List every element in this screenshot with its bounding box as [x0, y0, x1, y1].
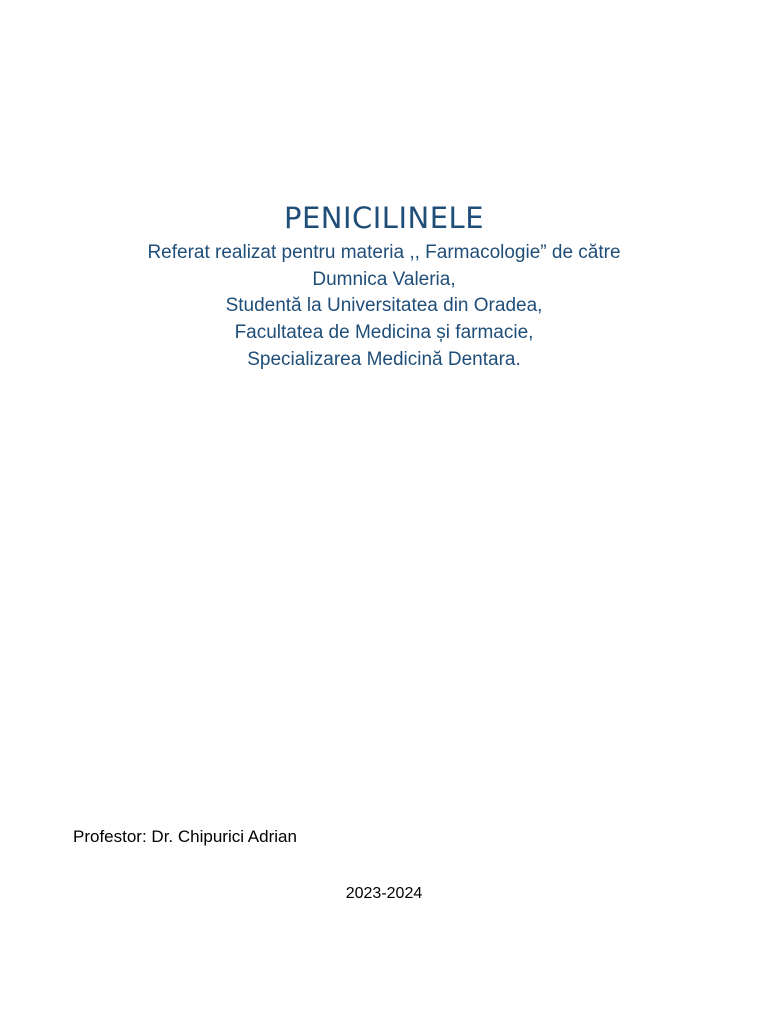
subtitle-line-specialization: Specializarea Medicină Dentara.: [247, 348, 521, 370]
subtitle-line-university: Studentă la Universitatea din Oradea,: [225, 295, 543, 317]
subtitle-line-author: Dumnica Valeria,: [312, 268, 456, 290]
subtitle-block: [0, 240, 768, 374]
academic-year: 2023-2024: [345, 885, 423, 902]
subtitle-line-course: Referat realizat pentru materia ,, Farmacologie” de către: [147, 242, 621, 263]
subtitle-line-faculty: Facultatea de Medicina și farmacie,: [234, 322, 534, 344]
document-title: PENICILINELE: [283, 201, 485, 235]
professor-name: Profestor: Dr. Chipurici Adrian: [73, 827, 297, 846]
